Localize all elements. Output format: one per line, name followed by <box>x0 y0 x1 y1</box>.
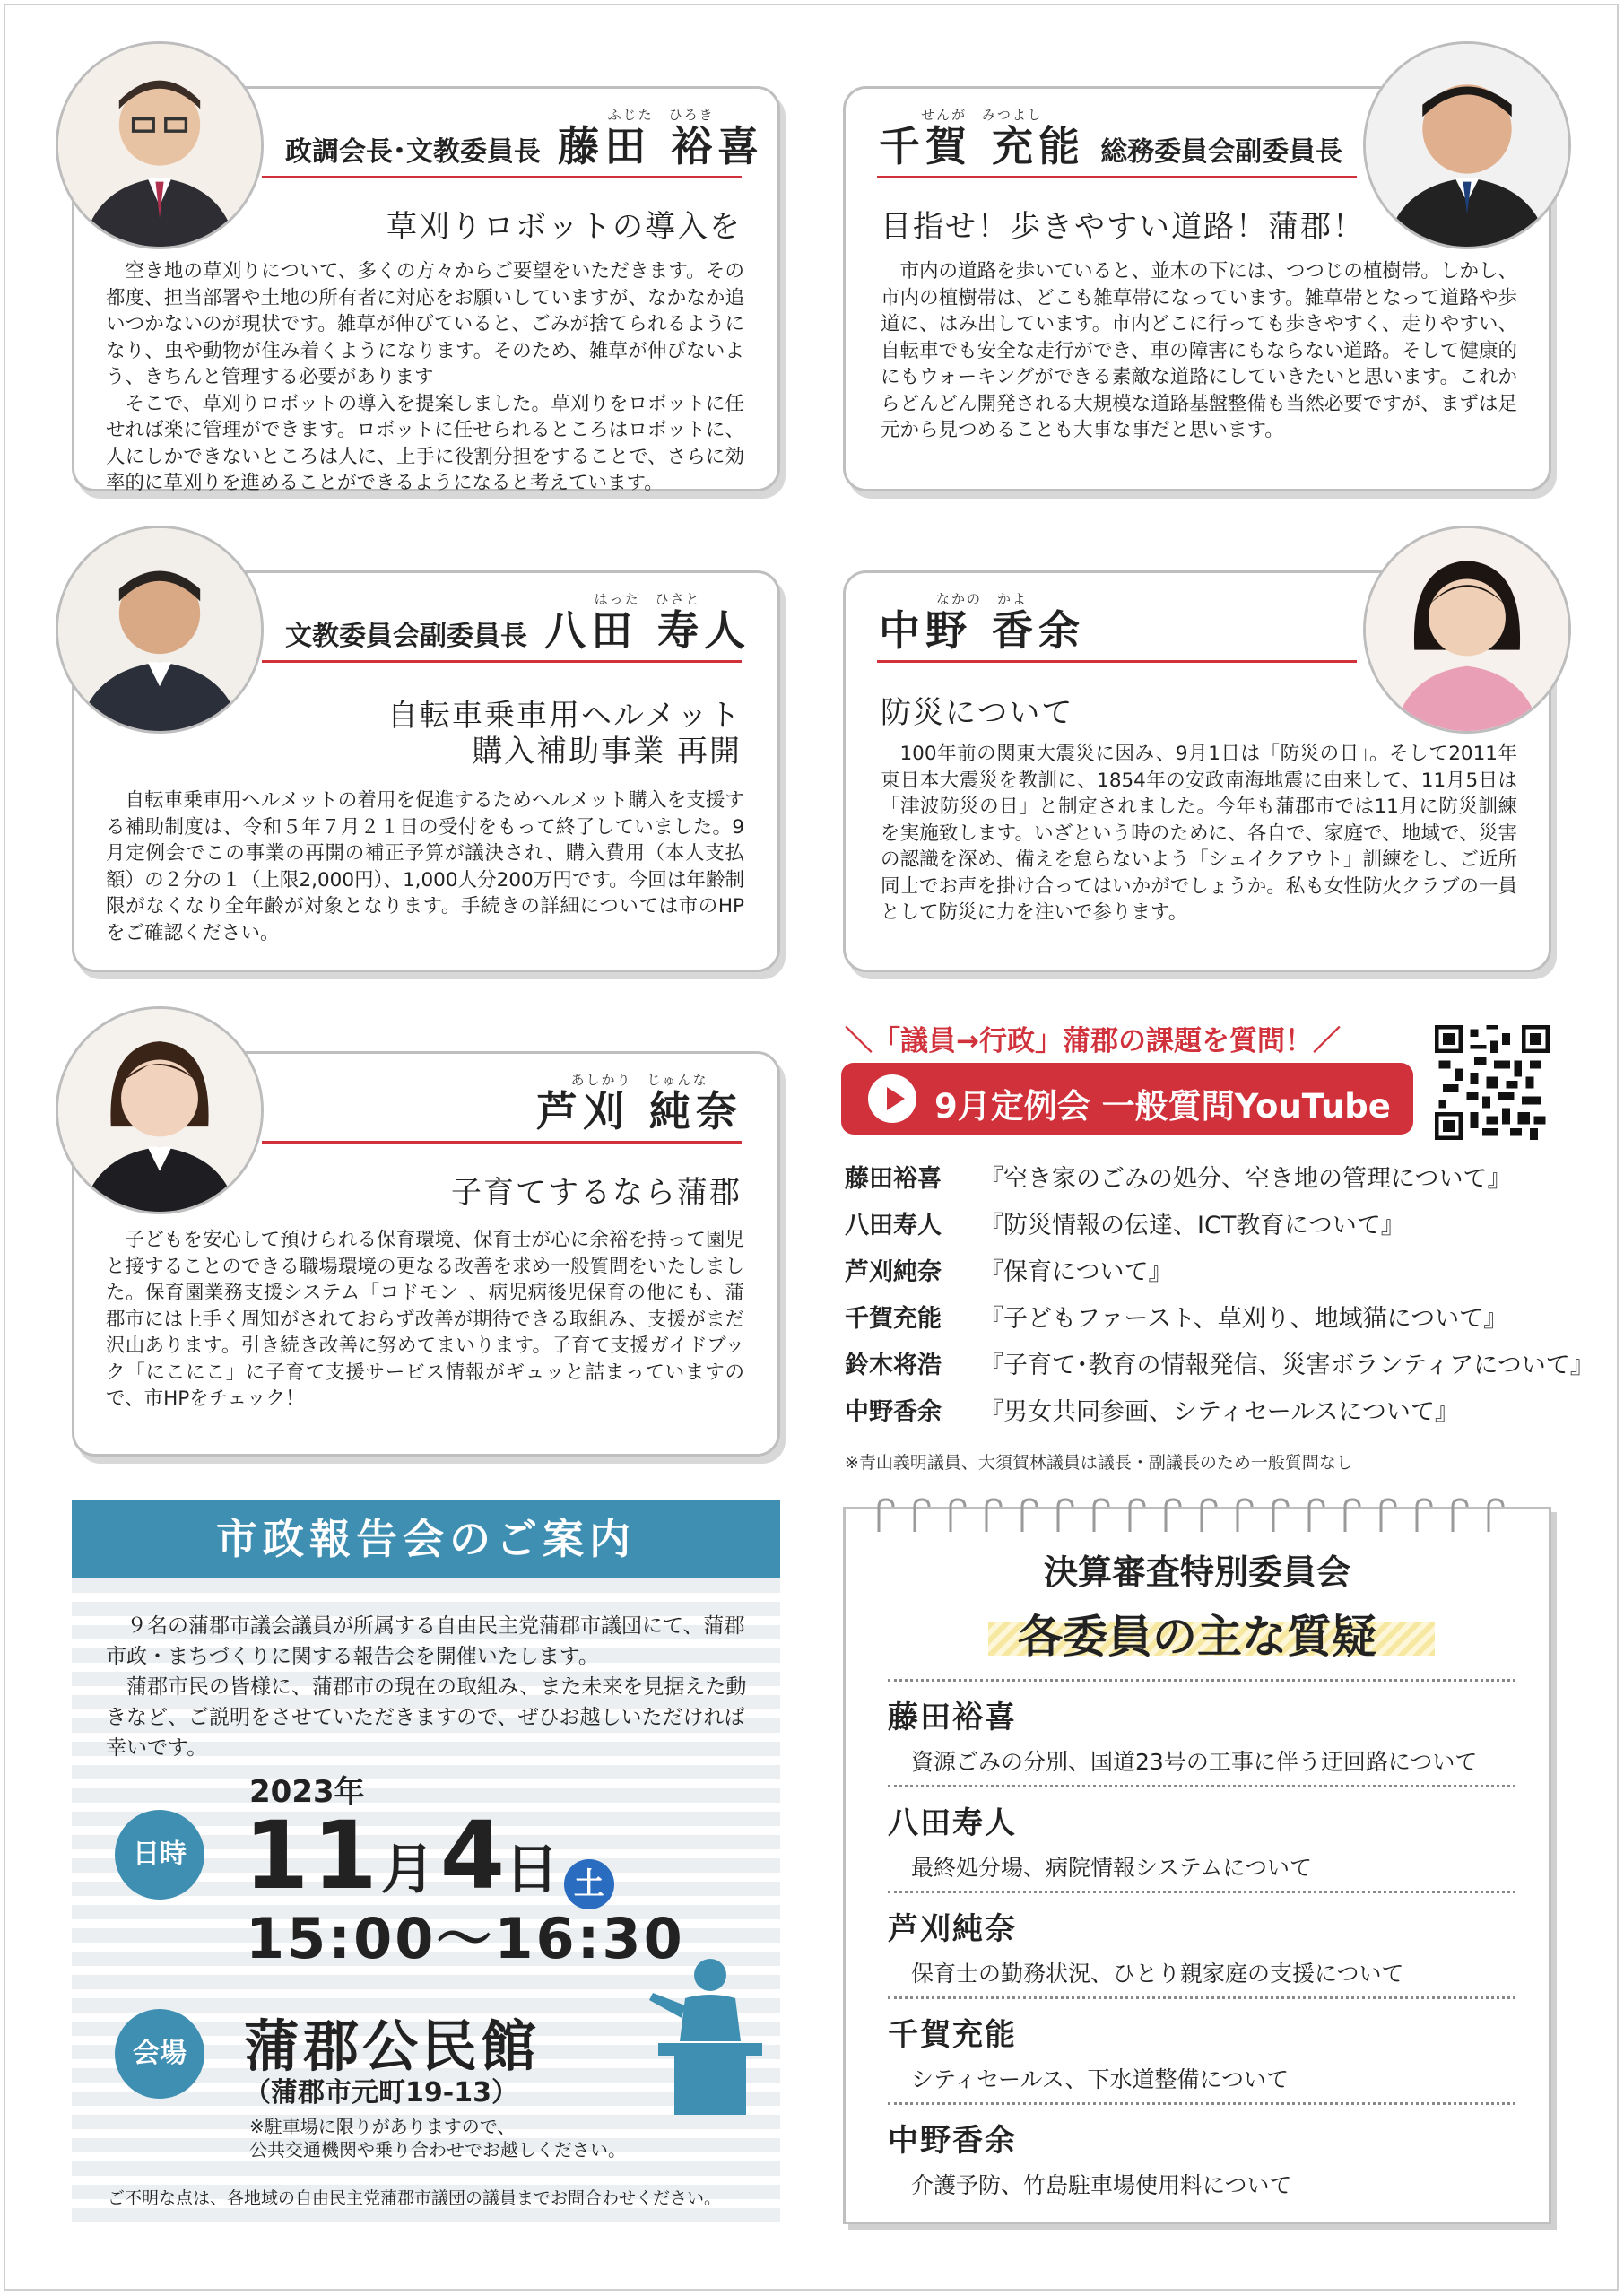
kessan-question: 保育士の勤務状況、ひとり親家庭の支援について <box>911 1961 1404 1987</box>
member-photo-ashikari <box>56 1006 264 1214</box>
body-paragraph: そこで、草刈りロボットの導入を提案しました。草刈りをロボットに任せれば楽に管理ができます。ロボットに任せられるところはロボットに、人にしかできないところは人に、上手に役割分担をすることで、さらに効率的に草刈りを進めることができるようになると考えています。 <box>106 392 744 494</box>
body-paragraph: 空き地の草刈りについて、多くの方々からご要望をいただきます。その都度、担当部署や土地の所有者に対応をお願いしていますが、なかなか追いつかないのが現状です。雑草が伸びていると、ごみが捨てられるようになり、虫や動物が住み着くようになります。そのため、雑草が伸びないよう、きちんと管理する必要があります <box>106 260 744 388</box>
report-year: 2023年 <box>249 1774 365 1810</box>
member-name: 藤田 裕喜 <box>558 122 765 170</box>
member-headline: 子育てするなら蒲郡 <box>451 1175 742 1211</box>
body-paragraph: 市内の道路を歩いていると、並木の下には、つつじの植樹帯。しかし、市内の植樹帯は、どこも雑草帯になっています。雑草帯となって道路や歩道に、はみ出しています。市内どこに行っても歩きやすく、走りやすい、自転車でも安全な走行ができ、車の障害にもならない道路。そして健康的にもウォーキングができる素敵な道路にしていきたいと思います。これからどんどん開発される大規模な道路基盤整備も当然必要ですが、まずは足元から見つめることも大事な事だと思います。 <box>881 260 1517 441</box>
kessan-member: 藤田裕喜 <box>888 1700 1017 1735</box>
binder-rings-icon <box>868 1496 1532 1535</box>
member-ruby: なかの かよ <box>936 591 1029 607</box>
kessan-item <box>888 1891 1515 1996</box>
member-photo-nakano <box>1363 526 1571 734</box>
play-icon <box>868 1074 916 1123</box>
question-list <box>845 1159 1594 1439</box>
member-name-row-nakano <box>879 590 1085 653</box>
member-name-row-ashikari <box>536 1071 743 1134</box>
member-photo-hatta <box>56 526 264 734</box>
question-note: ※青山義明議員、大須賀林議員は議長・副議長のため一般質問なし <box>845 1453 1353 1473</box>
member-body <box>106 787 744 946</box>
question-member: 鈴木将浩 <box>845 1352 942 1379</box>
report-intro <box>106 1611 755 1763</box>
name-underline <box>262 1141 742 1144</box>
member-name: 八田 寿人 <box>544 606 751 655</box>
parking-note-line2: 公共交通機関や乗り合わせでお越しください。 <box>249 2139 626 2161</box>
member-role: 総務委員会副委員長 <box>1100 136 1343 168</box>
member-ruby: ふじた ひろき <box>607 107 715 123</box>
question-topic: 『子どもファースト、草刈り、地域猫について』 <box>979 1305 1508 1333</box>
member-ruby: あしかり じゅんな <box>570 1072 708 1088</box>
kessan-item <box>888 1785 1515 1891</box>
question-topic: 『防災情報の伝達、ICT教育について』 <box>979 1212 1405 1239</box>
kessan-title: 決算審査特別委員会 <box>1043 1552 1350 1592</box>
question-member: 芦刈純奈 <box>845 1258 942 1286</box>
question-row <box>845 1345 1594 1392</box>
kessan-member: 八田寿人 <box>888 1805 1017 1841</box>
weekday-badge: 土 <box>564 1859 614 1909</box>
question-row <box>845 1205 1562 1252</box>
kessan-question: 最終処分場、病院情報システムについて <box>911 1855 1313 1881</box>
question-topic: 『空き家のごみの処分、空き地の管理について』 <box>979 1165 1512 1193</box>
kessan-question: シティセールス、下水道整備について <box>911 2066 1290 2092</box>
member-headline-line2: 購入補助事業 再開 <box>472 734 742 770</box>
report-title: 市政報告会のご案内 <box>72 1500 780 1578</box>
report-day: 4 <box>439 1801 506 1910</box>
member-photo-fujita <box>56 41 264 249</box>
kessan-member: 千賀充能 <box>888 2017 1017 2053</box>
kessan-subtitle: 各委員の主な質疑 <box>1018 1611 1376 1663</box>
report-time: 15:00〜16:30 <box>246 1906 685 1971</box>
contact-note: ご不明な点は、各地域の自由民主党蒲郡市議団の議員までお問合わせください。 <box>108 2188 722 2208</box>
question-row <box>845 1159 1562 1205</box>
question-row <box>845 1392 1562 1439</box>
member-headline: 目指せ！歩きやすい道路！蒲郡！ <box>881 209 1365 245</box>
kessan-item <box>888 1679 1515 1785</box>
youtube-button[interactable] <box>841 1063 1413 1135</box>
member-ruby: はった ひさと <box>594 591 701 607</box>
member-name: 千賀 充能 <box>879 122 1086 170</box>
youtube-button-label: 9月定例会 一般質問YouTube <box>934 1087 1391 1126</box>
body-paragraph: 自転車乗車用ヘルメットの着用を促進するためヘルメット購入を支援する補助制度は、令和５年７月２１日の受付をもって終了していました。9月定例会でこの事業の再開の補正予算が議決され、購入費用（本人支払額）の２分の１（上限2,000円）、1,000人分200万円です。今回は年齢制限がなくなり全年齢が対象となります。手続きの詳細については市のHPをご確認ください。 <box>106 789 744 944</box>
venue-label-badge: 会場 <box>115 2009 204 2099</box>
question-member: 八田寿人 <box>845 1212 942 1239</box>
date-label-badge: 日時 <box>115 1810 204 1900</box>
question-member: 藤田裕喜 <box>845 1165 942 1193</box>
member-photo-senga <box>1363 41 1571 249</box>
kessan-question: 資源ごみの分別、国道23号の工事に伴う迂回路について <box>911 1749 1478 1775</box>
name-underline <box>877 660 1357 663</box>
kessan-member: 中野香余 <box>888 2123 1017 2159</box>
question-member: 千賀充能 <box>845 1305 942 1333</box>
member-name-row-hatta <box>285 590 751 653</box>
report-intro-paragraph: ９名の蒲郡市議会議員が所属する自由民主党蒲郡市議団にて、蒲郡市政・まちづくりに関する報告会を開催いたします。 <box>106 1614 745 1668</box>
member-body <box>881 258 1517 444</box>
report-month-unit: 月 <box>380 1839 435 1901</box>
kessan-list <box>888 1679 1515 2208</box>
member-name-row-senga <box>879 106 1342 169</box>
member-body <box>106 1227 744 1413</box>
kessan-member: 芦刈純奈 <box>888 1911 1017 1947</box>
kessan-question: 介護予防、竹島駐車場使用料について <box>911 2172 1292 2198</box>
member-role: 政調会長･文教委員長 <box>285 136 541 168</box>
member-name-row-fujita <box>285 106 764 169</box>
speaker-podium-icon <box>646 1955 762 2117</box>
kessan-item <box>888 1996 1515 2102</box>
name-underline <box>262 660 742 663</box>
question-topic: 『子育て･教育の情報発信、災害ボランティアについて』 <box>979 1352 1594 1379</box>
question-row <box>845 1252 1562 1299</box>
member-ruby: せんが みつよし <box>921 107 1043 123</box>
kessan-item <box>888 2102 1515 2208</box>
question-member: 中野香余 <box>845 1398 942 1426</box>
parking-note-line1: ※駐車場に限りがありますので、 <box>249 2116 516 2137</box>
member-headline-line1: 自転車乗車用ヘルメット <box>387 698 742 734</box>
member-body <box>106 258 744 497</box>
question-topic: 『男女共同参画、シティセールスについて』 <box>979 1398 1459 1426</box>
member-headline: 防災について <box>881 695 1074 731</box>
member-name: 中野 香余 <box>879 606 1086 655</box>
member-role: 文教委員会副委員長 <box>285 621 527 652</box>
member-name: 芦刈 純奈 <box>536 1087 743 1135</box>
report-venue: 蒲郡公民館 <box>244 2013 541 2079</box>
body-paragraph: 100年前の関東大震災に因み、9月1日は「防災の日」。そして2011年東日本大震災を教訓に、1854年の安政南海地震に由来して、11月5日は「津波防災の日」と制定されました。今年も蒲郡市では11月に防災訓練を実施致します。いざという時のために、各自で、家庭で、地域で、災害の認識を深め、備えを怠らないよう「シェイクアウト」訓練をし、ご近所同士でお声を掛け合ってはいかがでしょうか。私も女性防火クラブの一員として防災に力を注いで参ります。 <box>881 743 1517 924</box>
member-body <box>881 741 1517 926</box>
name-underline <box>877 176 1357 178</box>
report-day-unit: 日 <box>505 1839 560 1901</box>
report-month: 11 <box>244 1801 381 1910</box>
question-topic: 『保育について』 <box>979 1258 1173 1286</box>
member-headline: 草刈りロボットの導入を <box>386 209 742 245</box>
report-intro-paragraph: 蒲郡市民の皆様に、蒲郡市の現在の取組み、また未来を見据えた動きなど、ご説明をさせていただきますので、ぜひお越しいただければ幸いです。 <box>106 1675 747 1760</box>
qr-code-icon[interactable] <box>1435 1025 1550 1140</box>
report-address: （蒲郡市元町19-13） <box>244 2077 518 2109</box>
question-banner-title: ＼「議員→行政」蒲郡の課題を質問！／ <box>845 1025 1341 1057</box>
body-paragraph: 子どもを安心して預けられる保育環境、保育士が心に余裕を持って園児と接することのできる職場環境の更なる改善を求め一般質問をいたしました。保育園業務支援システム「コドモン」、病児病後児保育の他にも、蒲郡市には上手く周知がされておらず改善が期待できる取組み、支援がまだ沢山あります。引き続き改善に努めてまいります。子育て支援ガイドブック「にこにこ」に子育て支援サービス情報がギュッと詰まっていますので、市HPをチェック！ <box>106 1229 744 1410</box>
question-row <box>845 1299 1562 1345</box>
name-underline <box>262 176 742 178</box>
